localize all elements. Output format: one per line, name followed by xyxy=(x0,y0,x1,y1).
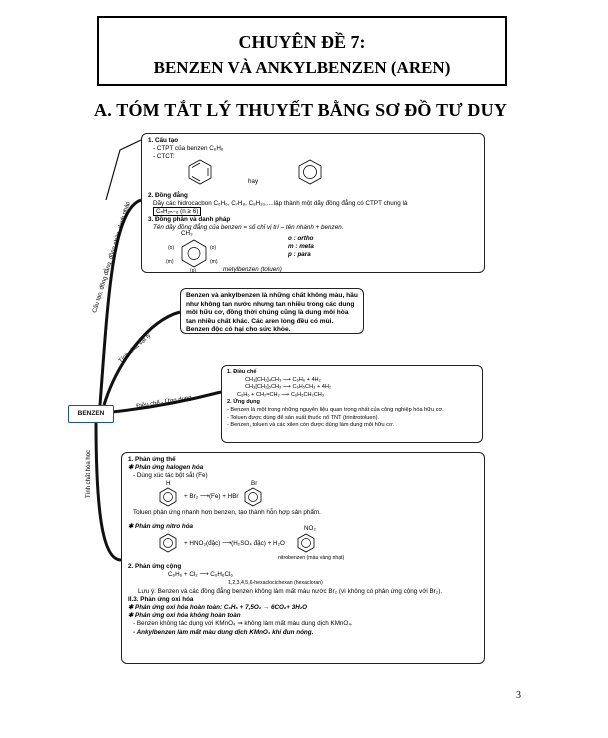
bromobenzene-icon xyxy=(243,487,263,507)
svg-text:(p): (p) xyxy=(190,267,197,272)
substitution-heading: 1. Phản ứng thế xyxy=(128,456,176,463)
hay-text: hay xyxy=(248,177,259,185)
para-label: p : para xyxy=(288,251,311,259)
physical-properties-box xyxy=(180,288,364,334)
h-label: H xyxy=(166,479,171,487)
title-line-1: CHUYÊN ĐỀ 7: xyxy=(238,32,366,52)
meta-label: m : meta xyxy=(288,242,314,250)
toluene-diagram xyxy=(148,229,478,273)
toluene-note: Toluen phản ứng nhanh hơn benzen, tạo thành hỗn hợp sản phẩm. xyxy=(133,508,321,516)
branch-label-preparation: Điều chế - Ứng dụng xyxy=(136,395,193,410)
svg-text:(m): (m) xyxy=(166,258,174,265)
application-1: - Benzen là một trong những nguyên liệu quan trọng nhất của công nghiệp hóa hữu cơ. xyxy=(227,406,444,413)
reaction-3: C₆H₆ + CH₂=CH₂ ⟶ C₆H₅CH₂CH₃ xyxy=(237,391,325,398)
kmno4-alkylbenzene: - Ankylbenzen làm mất màu dung dịch KMnO₄ khi đun nóng. xyxy=(133,628,314,636)
kekule-benzene-icon xyxy=(186,158,214,186)
halogenation-heading: ✱ Phản ứng halogen hóa xyxy=(128,464,204,472)
addition-note: Lưu ý: Benzen và các đồng đẳng benzen không làm mất màu nước Br₂ (vì không có phản ứng cộng với Br₂). xyxy=(138,587,443,595)
oxidation-heading: II.3. Phản ứng oxi hóa xyxy=(128,595,194,603)
branch-label-structure: Cấu tạo, đồng đẳng, đồng phân, danh pháp xyxy=(92,200,132,314)
reaction-2: CH₃[CH₂]₅CH₃ ⟶ C₆H₅CH₃ + 4H₂ xyxy=(245,384,332,391)
nitrobenzene-caption: nitrobenzen (màu vàng nhạt) xyxy=(278,555,345,562)
halogenation-equation xyxy=(128,481,478,509)
addition-equation: C₆H₆ + Cl₂ ⟶ C₆H₆Cl₆ xyxy=(168,571,233,579)
branch-label-physical: Tính chất vật lý xyxy=(118,332,153,365)
ortho-label: o : ortho xyxy=(288,234,314,242)
application-2: - Toluen được dùng để sản xuất thuốc nổ TNT (trinitrotoluen). xyxy=(227,414,380,421)
structure-box xyxy=(141,133,485,273)
reaction-1: CH₃[CH₂]₄CH₃ ⟶ C₆H₆ + 4H₂ xyxy=(245,376,321,383)
incomplete-oxidation: ✱ Phản ứng oxi hóa không hoàn toàn xyxy=(128,612,241,620)
hexachloran-caption: 1,2,3,4,5,6-hexaclocichexan (hexacloran) xyxy=(228,580,323,587)
branch-label-chemical: Tính chất hóa học xyxy=(86,449,92,498)
center-node-benzen: BENZEN xyxy=(68,405,114,423)
nitration-heading: ✱ Phản ứng nitro hóa xyxy=(128,522,194,530)
structure-ctct: - CTCT: xyxy=(153,153,175,161)
application-heading: 2. Ứng dụng xyxy=(227,399,260,406)
homolog-heading: 2. Đồng đẳng xyxy=(148,191,188,199)
benzene-nitration-icon xyxy=(158,533,178,553)
addition-heading: 2. Phản ứng cộng xyxy=(128,563,182,571)
naming-rule: Tên dãy đồng đẳng của benzen = số chỉ vị trí – tên nhánh + benzen. xyxy=(153,224,344,232)
nitrobenzene-icon xyxy=(296,533,316,553)
no2-label: NO₂ xyxy=(304,525,316,533)
halogenation-eq-text: + Br₂ ⟶(Fe) + HBr xyxy=(184,492,239,500)
halogenation-catalyst: - Dùng xúc tác bột sắt (Fe) xyxy=(133,472,208,480)
structure-heading: 1. Cấu tạo xyxy=(148,137,179,144)
nitration-eq-text: + HNO₃(đặc) ⟶(H₂SO₄ đặc) + H₂O xyxy=(184,540,285,548)
homolog-text: Dãy các hidrocacbon C₆H₆, C₇H₈, C₈H₁₀,....lập thành một dãy đồng đẳng có CTPT chung là xyxy=(153,199,408,207)
complete-oxidation: ✱ Phản ứng oxi hóa hoàn toàn: C₆H₆ + 7,5O₂ → 6CO₂+ 3H₂O xyxy=(128,604,308,612)
chemical-properties-box xyxy=(121,452,485,664)
ch3-label: CH₃ xyxy=(181,229,193,237)
br-label: Br xyxy=(251,479,258,487)
benzene-ring-icon xyxy=(296,158,324,186)
page-number: 3 xyxy=(516,690,521,701)
benzene-structures xyxy=(148,162,478,192)
svg-text:(o): (o) xyxy=(210,244,217,251)
kmno4-benzene: - Benzen không tác dụng với KMnO₄ ⇒ không làm mất màu dung dịch KMnO₄. xyxy=(133,620,353,628)
section-heading: A. TÓM TẮT LÝ THUYẾT BẰNG SƠ ĐỒ TƯ DUY xyxy=(94,100,508,120)
preparation-box xyxy=(221,365,483,443)
toluene-ring-icon xyxy=(160,236,230,272)
toluene-caption: metylbenzen (toluen) xyxy=(223,265,282,273)
svg-text:(m): (m) xyxy=(210,258,218,265)
benzene-reactant-icon xyxy=(158,487,178,507)
svg-text:(o): (o) xyxy=(168,244,175,251)
title-line-2: BENZEN VÀ ANKYLBENZEN (AREN) xyxy=(153,58,451,77)
structure-formula: - CTPT của benzen C₆H₆ xyxy=(153,145,224,153)
general-formula: CₙH₂ₙ₋₆ (n ≥ 6) xyxy=(153,207,201,216)
application-3: - Benzen, toluen và các xilen còn được dùng làm dung môi hữu cơ. xyxy=(227,422,395,429)
isomer-heading: 3. Đồng phân và danh pháp xyxy=(148,216,231,224)
preparation-heading: 1. Điều chế xyxy=(227,369,257,375)
physical-properties-text: Benzen và ankylbenzen là những chất không màu, hầu như không tan nước nhưng tan nhiều trong các dung môi hữu cơ, đồng thời chúng cũng là dung môi hòa tan nhiều chất khác. Các aren lỏng đều có mùi. Benzen độc có hại cho sức khỏe. xyxy=(186,292,358,334)
